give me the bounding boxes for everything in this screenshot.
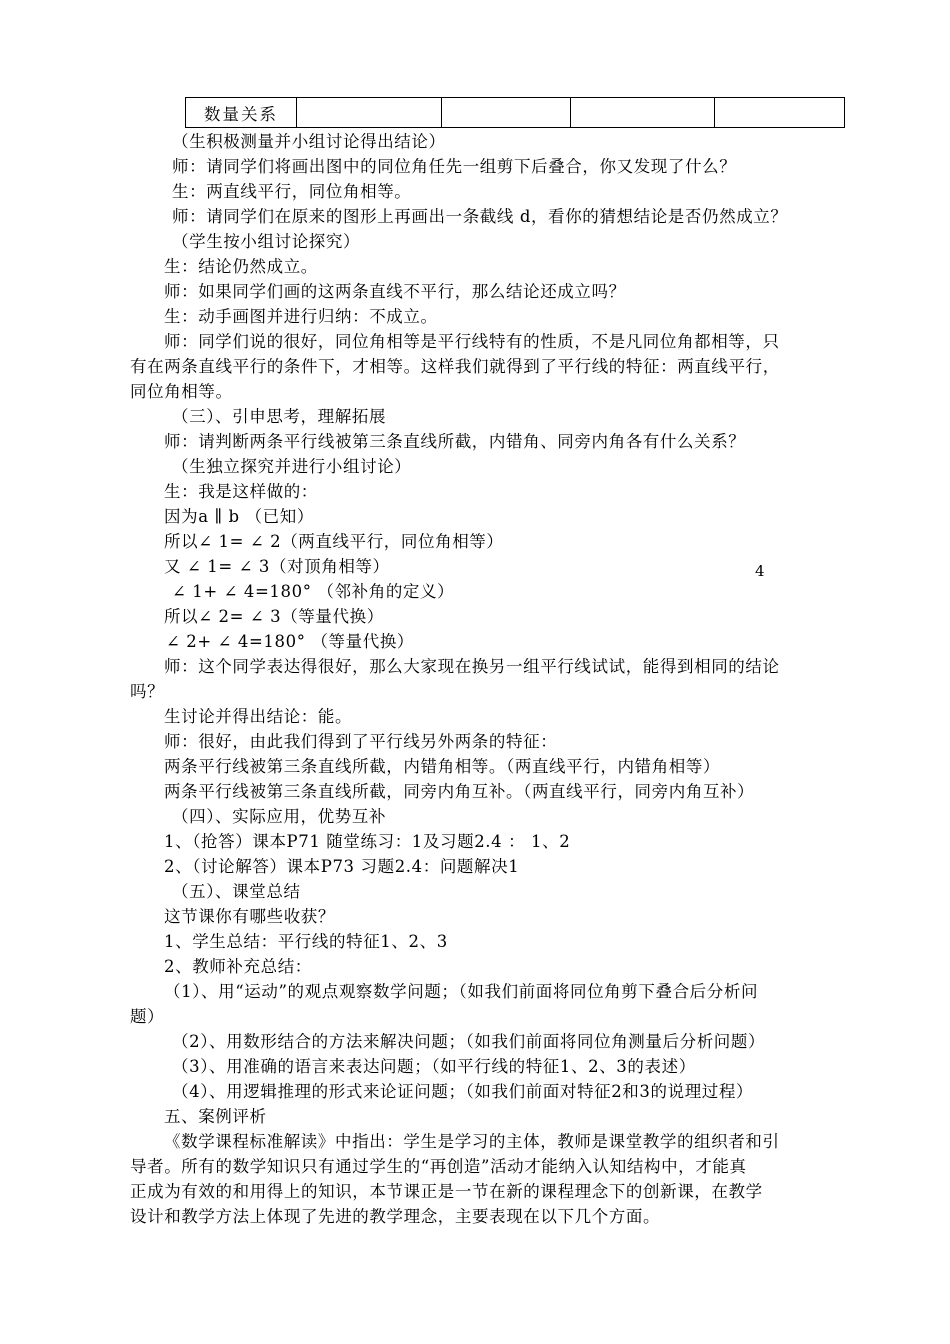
text-line: 导者。所有的数学知识只有通过学生的“再创造”活动才能纳入认知结构中，才能真 [130, 1157, 747, 1176]
text-line: 师：同学们说的很好，同位角相等是平行线特有的性质，不是凡同位角都相等，只 [164, 332, 780, 351]
text-line: 两条平行线被第三条直线所截，内错角相等。（两直线平行，内错角相等） [164, 757, 721, 776]
text-line: （生独立探究并进行小组讨论） [172, 457, 412, 476]
text-line: 这节课你有哪些收获？ [164, 907, 335, 926]
text-line: 1、（抢答）课本P71 随堂练习：1及习题2.4 ： 1、2 [164, 832, 571, 851]
proof-step: ∠ 1+ ∠ 4=180° （邻补角的定义） [172, 582, 455, 601]
text-line: 师：请判断两条平行线被第三条直线所截，内错角、同旁内角各有什么关系？ [164, 432, 746, 451]
text-line: 师：如果同学们画的这两条直线不平行，那么结论还成立吗？ [164, 282, 626, 301]
section-heading: 五、案例评析 [164, 1107, 267, 1126]
text-line: 生：动手画图并进行归纳：不成立。 [164, 307, 438, 326]
text-line: （学生按小组讨论探究） [172, 232, 361, 251]
text-line: 师：请同学们在原来的图形上再画出一条截线 d，看你的猜想结论是否仍然成立？ [172, 207, 788, 226]
text-line: （1）、用“运动”的观点观察数学问题；（如我们前面将同位角剪下叠合后分析问 [164, 982, 759, 1001]
text-line: （3）、用准确的语言来表达问题；（如平行线的特征1、2、3的表述） [172, 1057, 696, 1076]
text-line: 《数学课程标准解读》中指出：学生是学习的主体，教师是课堂教学的组织者和引 [164, 1132, 780, 1151]
quantity-relation-table [185, 97, 845, 128]
proof-step: 因为a ∥ b （已知） [164, 507, 314, 526]
text-line: 正成为有效的和用得上的知识，本节课正是一节在新的课程理念下的创新课，在教学 [130, 1182, 763, 1201]
table-row-label: 数量关系 [186, 98, 297, 128]
text-line: 生讨论并得出结论：能。 [164, 707, 353, 726]
text-line: 吗？ [130, 682, 165, 701]
text-line: 题） [130, 1007, 165, 1026]
table-cell [715, 98, 845, 128]
text-line: 生：我是这样做的： [164, 482, 318, 501]
text-line: 师：很好，由此我们得到了平行线另外两条的特征： [164, 732, 558, 751]
text-line: 同位角相等。 [130, 382, 233, 401]
table-cell [571, 98, 715, 128]
table-row [186, 98, 845, 128]
proof-step: 所以∠ 1= ∠ 2（两直线平行，同位角相等） [164, 532, 504, 551]
section-heading: （四）、实际应用，优势互补 [172, 807, 387, 826]
text-line: 两条平行线被第三条直线所截，同旁内角互补。（两直线平行，同旁内角互补） [164, 782, 755, 801]
proof-step: 又 ∠ 1= ∠ 3（对顶角相等） [164, 557, 390, 576]
section-heading: （五）、课堂总结 [172, 882, 301, 901]
text-line: 2、（讨论解答）课本P73 习题2.4：问题解决1 [164, 857, 520, 876]
text-line: 有在两条直线平行的条件下，才相等。这样我们就得到了平行线的特征：两直线平行， [130, 357, 780, 376]
section-heading: （三）、引申思考，理解拓展 [172, 407, 387, 426]
proof-step: 所以∠ 2= ∠ 3（等量代换） [164, 607, 384, 626]
text-line: 师：这个同学表达得很好，那么大家现在换另一组平行线试试，能得到相同的结论 [164, 657, 780, 676]
table-cell [442, 98, 571, 128]
text-line: 生：两直线平行，同位角相等。 [172, 182, 412, 201]
text-line: 生：结论仍然成立。 [164, 257, 318, 276]
text-line: 1、学生总结：平行线的特征1、2、3 [164, 932, 448, 951]
text-line: （2）、用数形结合的方法来解决问题；（如我们前面将同位角测量后分析问题） [172, 1032, 766, 1051]
text-line: 师：请同学们将画出图中的同位角任先一组剪下后叠合，你又发现了什么？ [172, 157, 737, 176]
text-line: 2、教师补充总结： [164, 957, 312, 976]
page-number: 4 [755, 562, 765, 580]
table-cell [297, 98, 442, 128]
text-line: （生积极测量并小组讨论得出结论） [172, 132, 446, 151]
text-line: （4）、用逻辑推理的形式来论证问题；（如我们前面对特征2和3的说理过程） [172, 1082, 754, 1101]
text-line: 设计和教学方法上体现了先进的教学理念，主要表现在以下几个方面。 [130, 1207, 661, 1226]
proof-step: ∠ 2+ ∠ 4=180° （等量代换） [166, 632, 415, 651]
